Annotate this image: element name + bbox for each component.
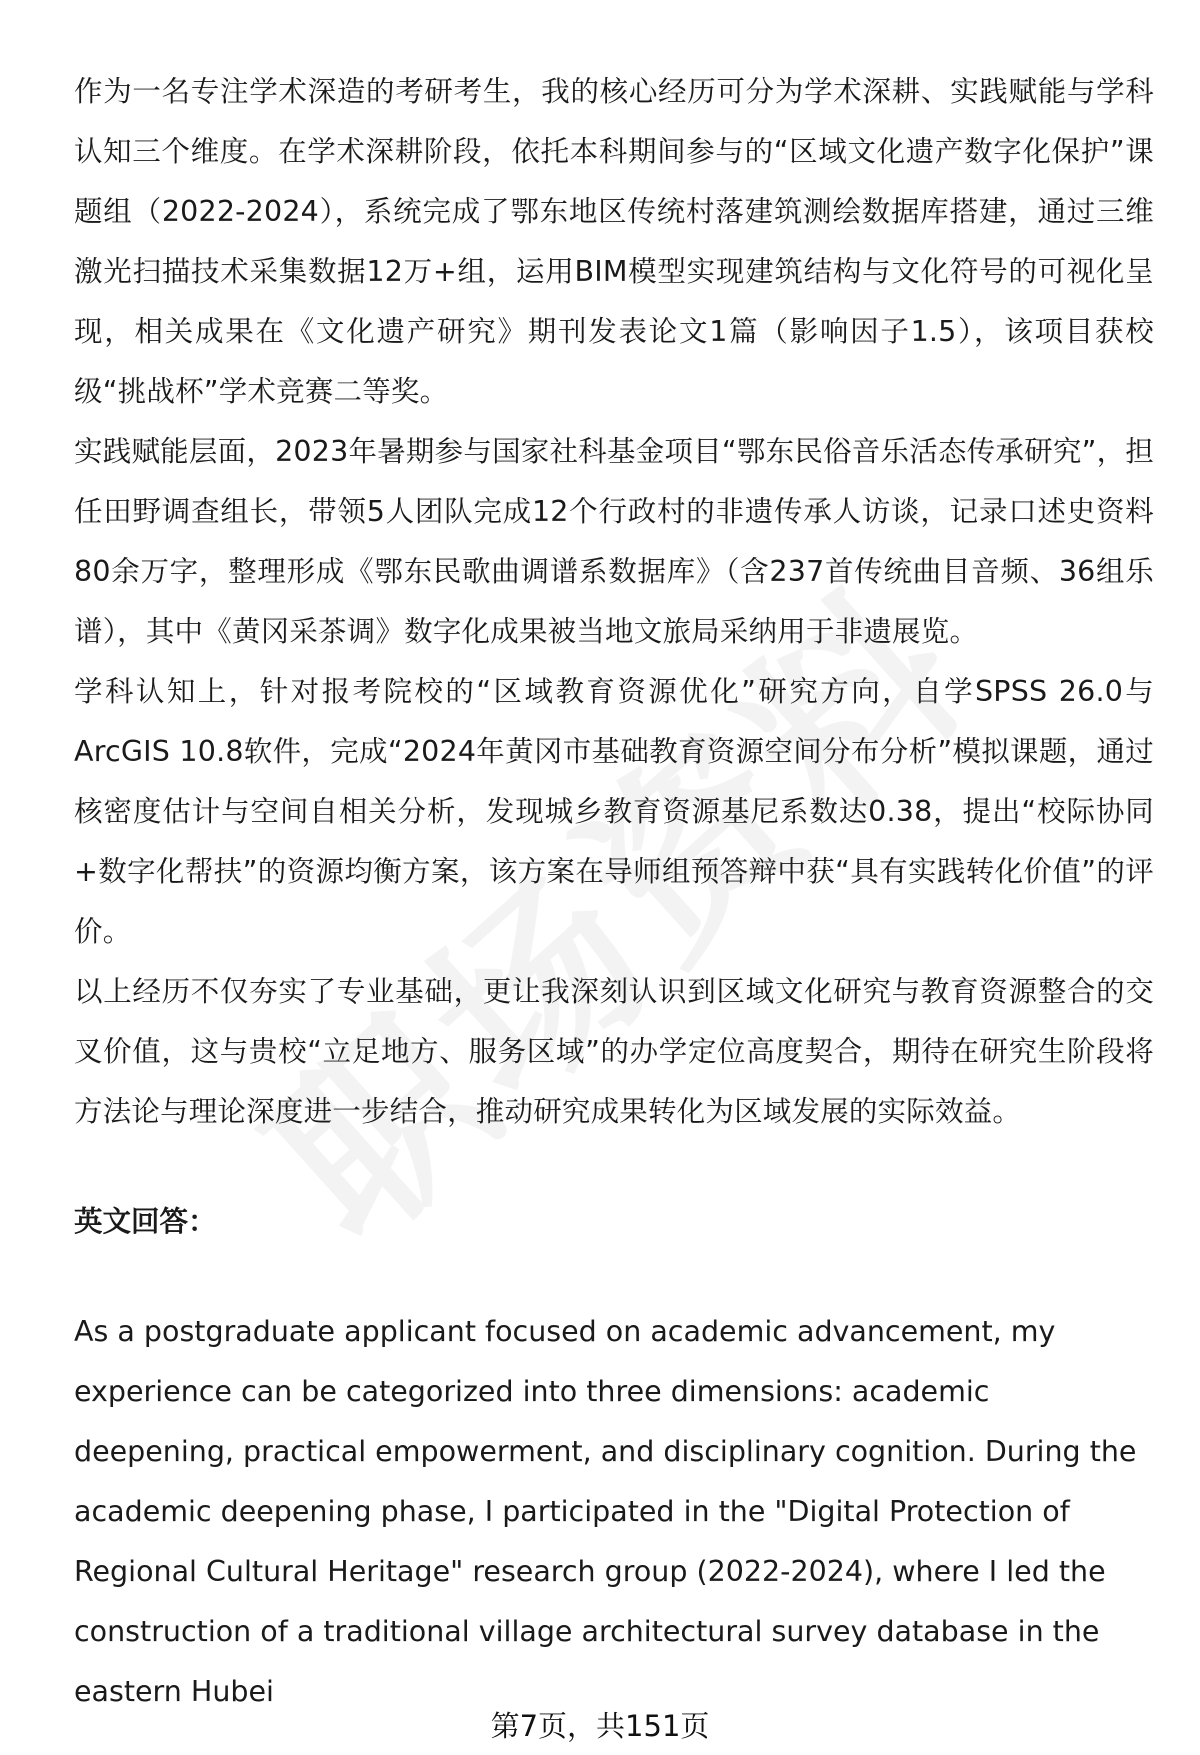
- document-page: [74, 62, 1155, 1708]
- english-answer-heading: 英文回答：: [74, 1205, 217, 1238]
- paragraph-discipline: 学科认知上，针对报考院校的“区域教育资源优化”研究方向，自学SPSS 26.0与ArcGIS 10.8软件，完成“2024年黄冈市基础教育资源空间分布分析”模拟课题，通过核密度估计与空间自相关分析，发现城乡教育资源基尼系数达0.38，提出“校际协同+数字化帮扶”的资源均衡方案，该方案在导师组预答辩中获“具有实践转化价值”的评价。: [74, 675, 1154, 948]
- paragraph-academic: 作为一名专注学术深造的考研考生，我的核心经历可分为学术深耕、实践赋能与学科认知三个维度。在学术深耕阶段，依托本科期间参与的“区域文化遗产数字化保护”课题组（2022-2024），系统完成了鄂东地区传统村落建筑测绘数据库搭建，通过三维激光扫描技术采集数据12万+组，运用BIM模型实现建筑结构与文化符号的可视化呈现，相关成果在《文化遗产研究》期刊发表论文1篇（影响因子1.5），该项目获校级“挑战杯”学术竞赛二等奖。: [74, 75, 1154, 408]
- page-indicator: 第7页，共151页: [490, 1709, 710, 1743]
- paragraph-english: As a postgraduate applicant focused on academic advancement, my experience can be categorized into three dimensions: academic deepening, practical empowerment, and disciplinary cognition. During the academic deepening phase, I participated in the "Digital Protection of Regional Cultural Heritage" research group (2022-2024), where I led the construction of a traditional village architectural survey database in the eastern Hubei: [74, 1315, 1137, 1708]
- paragraph-conclusion: 以上经历不仅夯实了专业基础，更让我深刻认识到区域文化研究与教育资源整合的交叉价值，这与贵校“立足地方、服务区域”的办学定位高度契合，期待在研究生阶段将方法论与理论深度进一步结合，推动研究成果转化为区域发展的实际效益。: [74, 975, 1154, 1128]
- paragraph-practice: 实践赋能层面，2023年暑期参与国家社科基金项目“鄂东民俗音乐活态传承研究”，担任田野调查组长，带领5人团队完成12个行政村的非遗传承人访谈，记录口述史资料80余万字，整理形成《鄂东民歌曲调谱系数据库》（含237首传统曲目音频、36组乐谱），其中《黄冈采茶调》数字化成果被当地文旅局采纳用于非遗展览。: [74, 435, 1155, 648]
